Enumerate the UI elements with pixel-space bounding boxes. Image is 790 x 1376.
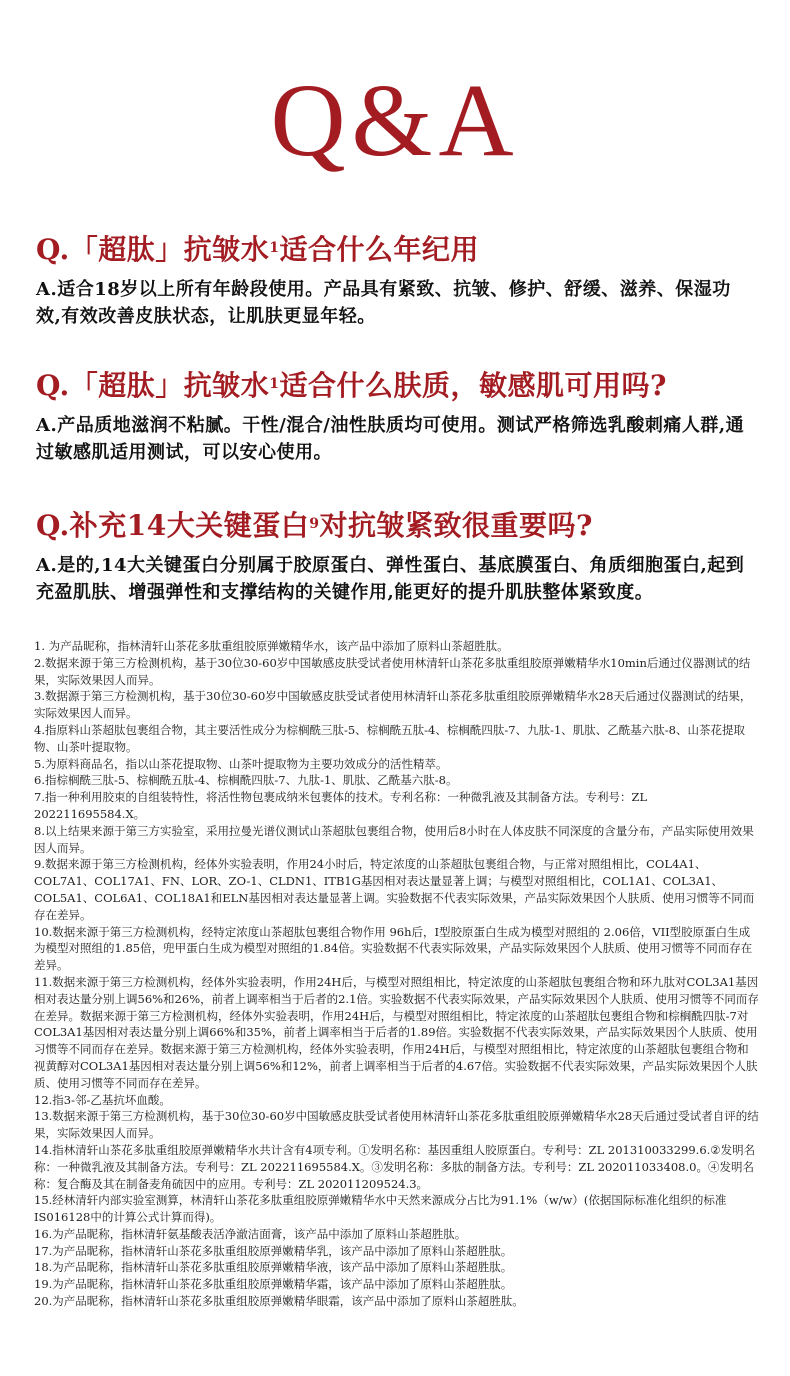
question-text-tail: 适合什么年纪用 [279,233,480,266]
footnote: 8.以上结果来源于第三方实验室，采用拉曼光谱仪测试山茶超肽包裹组合物，使用后8小时在人体皮肤不同深度的含量分布，产品实际使用效果因人而异。 [34,823,754,855]
footnote: 7.指一种利用胶束的自组装特性，将活性物包裹成纳米包裹体的技术。专利名称：一种微乳液及其制备方法。专利号：ZL 202211695584.X。 [34,790,648,821]
footnote: 13.数据来源于第三方检测机构，基于30位30-60岁中国敏感皮肤受试者使用林清轩山茶花多肽重组胶原弹嫩精华水28天后通过受试者自评的结果，实际效果因人而异。 [34,1109,759,1141]
footnote-ref: 9 [309,516,320,532]
footnote: 20.为产品昵称，指林清轩山茶花多肽重组胶原弹嫩精华眼霜，该产品中添加了原料山茶超胜肽。 [34,1294,524,1309]
footnote: 12.指3-邻-乙基抗坏血酸。 [34,1092,171,1107]
footnote: 19.为产品昵称，指林清轩山茶花多肽重组胶原弹嫩精华霜，该产品中添加了原料山茶超胜肽。 [34,1277,513,1292]
footnote: 9.数据来源于第三方检测机构，经体外实验表明，作用24小时后，特定浓度的山茶超肽包裹组合物，与正常对照组相比，COL4A1、COL7A1、COL17A1、FN、LOR、ZO-1、CLDN1、ITB1G基因相对表达量显著上调；与模型对照组相比，COL1A1、COL3A1、COL5A1、COL6A1、COL18A1和ELN基因相对表达量显著上调。实验数据不代表实际效果，产品实际效果因个人肤质、使用习惯等不同而存在差异。 [34,857,755,922]
qa-item-skin-type [36,368,756,466]
footnote: 5.为原料商品名，指以山茶花提取物、山茶叶提取物为主要功效成分的活性精萃。 [34,756,448,771]
question-text: Q.「超肽」抗皱水 [36,233,270,266]
footnote: 16.为产品昵称，指林清轩氨基酸表活净澈洁面膏，该产品中添加了原料山茶超胜肽。 [34,1226,467,1241]
footnote: 17.为产品昵称，指林清轩山茶花多肽重组胶原弹嫩精华乳，该产品中添加了原料山茶超胜肽。 [34,1243,513,1258]
page-title: Q&A [270,63,520,178]
footnote: 1. 为产品昵称，指林清轩山茶花多肽重组胶原弹嫩精华水，该产品中添加了原料山茶超胜肽。 [34,639,509,653]
footnotes-list [34,638,760,1310]
qa-item-key-proteins [36,508,756,606]
footnote: 3.数据源于第三方检测机构，基于30位30-60岁中国敏感皮肤受试者使用林清轩山茶花多肽重组胶原弹嫩精华水28天后通过仪器测试的结果，实际效果因人而异。 [34,689,752,721]
question-text-tail: 对抗皱紧致很重要吗? [319,509,593,542]
footnote: 11.数据来源于第三方检测机构，经体外实验表明，作用24H后，与模型对照组相比，特定浓度的山茶超肽包裹组合物和环九肽对COL3A1基因相对表达量分别上调56%和26%，前者上调率相当于后者的2.1倍。实验数据不代表实际效果，产品实际效果因个人肤质、使用习惯等不同而存在差异。数据来源于第三方检测机构，经体外实验表明，作用24H后，与模型对照组相比，特定浓度的山茶超肽包裹组合物和棕榈酰四肽-7对COL3A1基因相对表达量分别上调66%和35%，前者上调率相当于后者的1.89倍。实验数据不代表实际效果，产品实际效果因个人肤质、使用习惯等不同而存在差异。数据来源于第三方检测机构，经体外实验表明，作用24H后，与模型对照组相比，特定浓度的山茶超肽包裹组合物和视黄醇对COL3A1基因相对表达量分别上调56%和12%，前者上调率相当于后者的4.67倍。实验数据不代表实际效果，产品实际效果因个人肤质、使用习惯等不同而存在差异。 [34,974,759,1090]
answer-text: A.产品质地滋润不粘腻。干性/混合/油性肤质均可使用。测试严格筛选乳酸刺痛人群,通过敏感肌适用测试，可以安心使用。 [36,415,745,463]
footnote-ref: 1 [269,376,280,392]
footnote-ref: 1 [269,240,280,256]
footnote: 10.数据来源于第三方检测机构，经特定浓度山茶超肽包裹组合物作用 96h后，I型胶原蛋白生成为模型对照组的 2.06倍，VII型胶原蛋白生成为模型对照组的1.85倍，兜甲蛋白生成为模型对照组的1.84倍。实验数据不代表实际效果，产品实际效果因个人肤质、使用习惯等不同而存在差异。 [34,924,753,973]
answer-text: A.是的,14大关键蛋白分别属于胶原蛋白、弹性蛋白、基底膜蛋白、角质细胞蛋白,起到充盈肌肤、增强弹性和支撑结构的关键作用,能更好的提升肌肤整体紧致度。 [36,555,745,603]
footnote: 2.数据来源于第三方检测机构，基于30位30-60岁中国敏感皮肤受试者使用林清轩山茶花多肽重组胶原弹嫩精华水10min后通过仪器测试的结果，实际效果因人而异。 [34,655,751,687]
question-text: Q.补充14大关键蛋白 [36,509,310,542]
question-heading [36,368,756,404]
footnote: 18.为产品昵称，指林清轩山茶花多肽重组胶原弹嫩精华液，该产品中添加了原料山茶超胜肽。 [34,1260,513,1275]
footnote: 15.经林清轩内部实验室测算，林清轩山茶花多肽重组胶原弹嫩精华水中天然来源成分占比为91.1%（w/w）(依据国际标准化组织的标准IS016128中的计算公式计算而得)。 [34,1193,727,1225]
footnote: 14.指林清轩山茶花多肽重组胶原弹嫩精华水共计含有4项专利。①发明名称：基因重组人胶原蛋白。专利号：ZL 201310033299.6.②发明名称：一种微乳液及其制备方法。专利号：ZL 202211695584.X。③发明名称：多肽的制备方法。专利号：ZL 202011033408.0。④发明名称：复合酶及其在制备麦角硫因中的应用。专利号：ZL 202011209524.3。 [34,1142,756,1191]
qa-item-age [36,232,756,330]
answer-text: A.适合18岁以上所有年龄段使用。产品具有紧致、抗皱、修护、舒缓、滋养、保湿功效,有效改善皮肤状态，让肌肤更显年轻。 [36,279,731,327]
question-text-tail: 适合什么肤质，敏感肌可用吗? [279,369,667,402]
question-text: Q.「超肽」抗皱水 [36,369,270,402]
footnote: 4.指原料山茶超肽包裹组合物，其主要活性成分为棕榈酰三肽-5、棕榈酰五肽-4、棕榈酰四肽-7、九肽-1、肌肽、乙酰基六肽-8、山茶花提取物、山茶叶提取物。 [34,722,745,754]
question-heading [36,508,756,544]
footnote: 6.指棕榈酰三肽-5、棕榈酰五肽-4、棕榈酰四肽-7、九肽-1、肌肽、乙酰基六肽-8。 [34,773,458,788]
question-heading [36,232,756,268]
